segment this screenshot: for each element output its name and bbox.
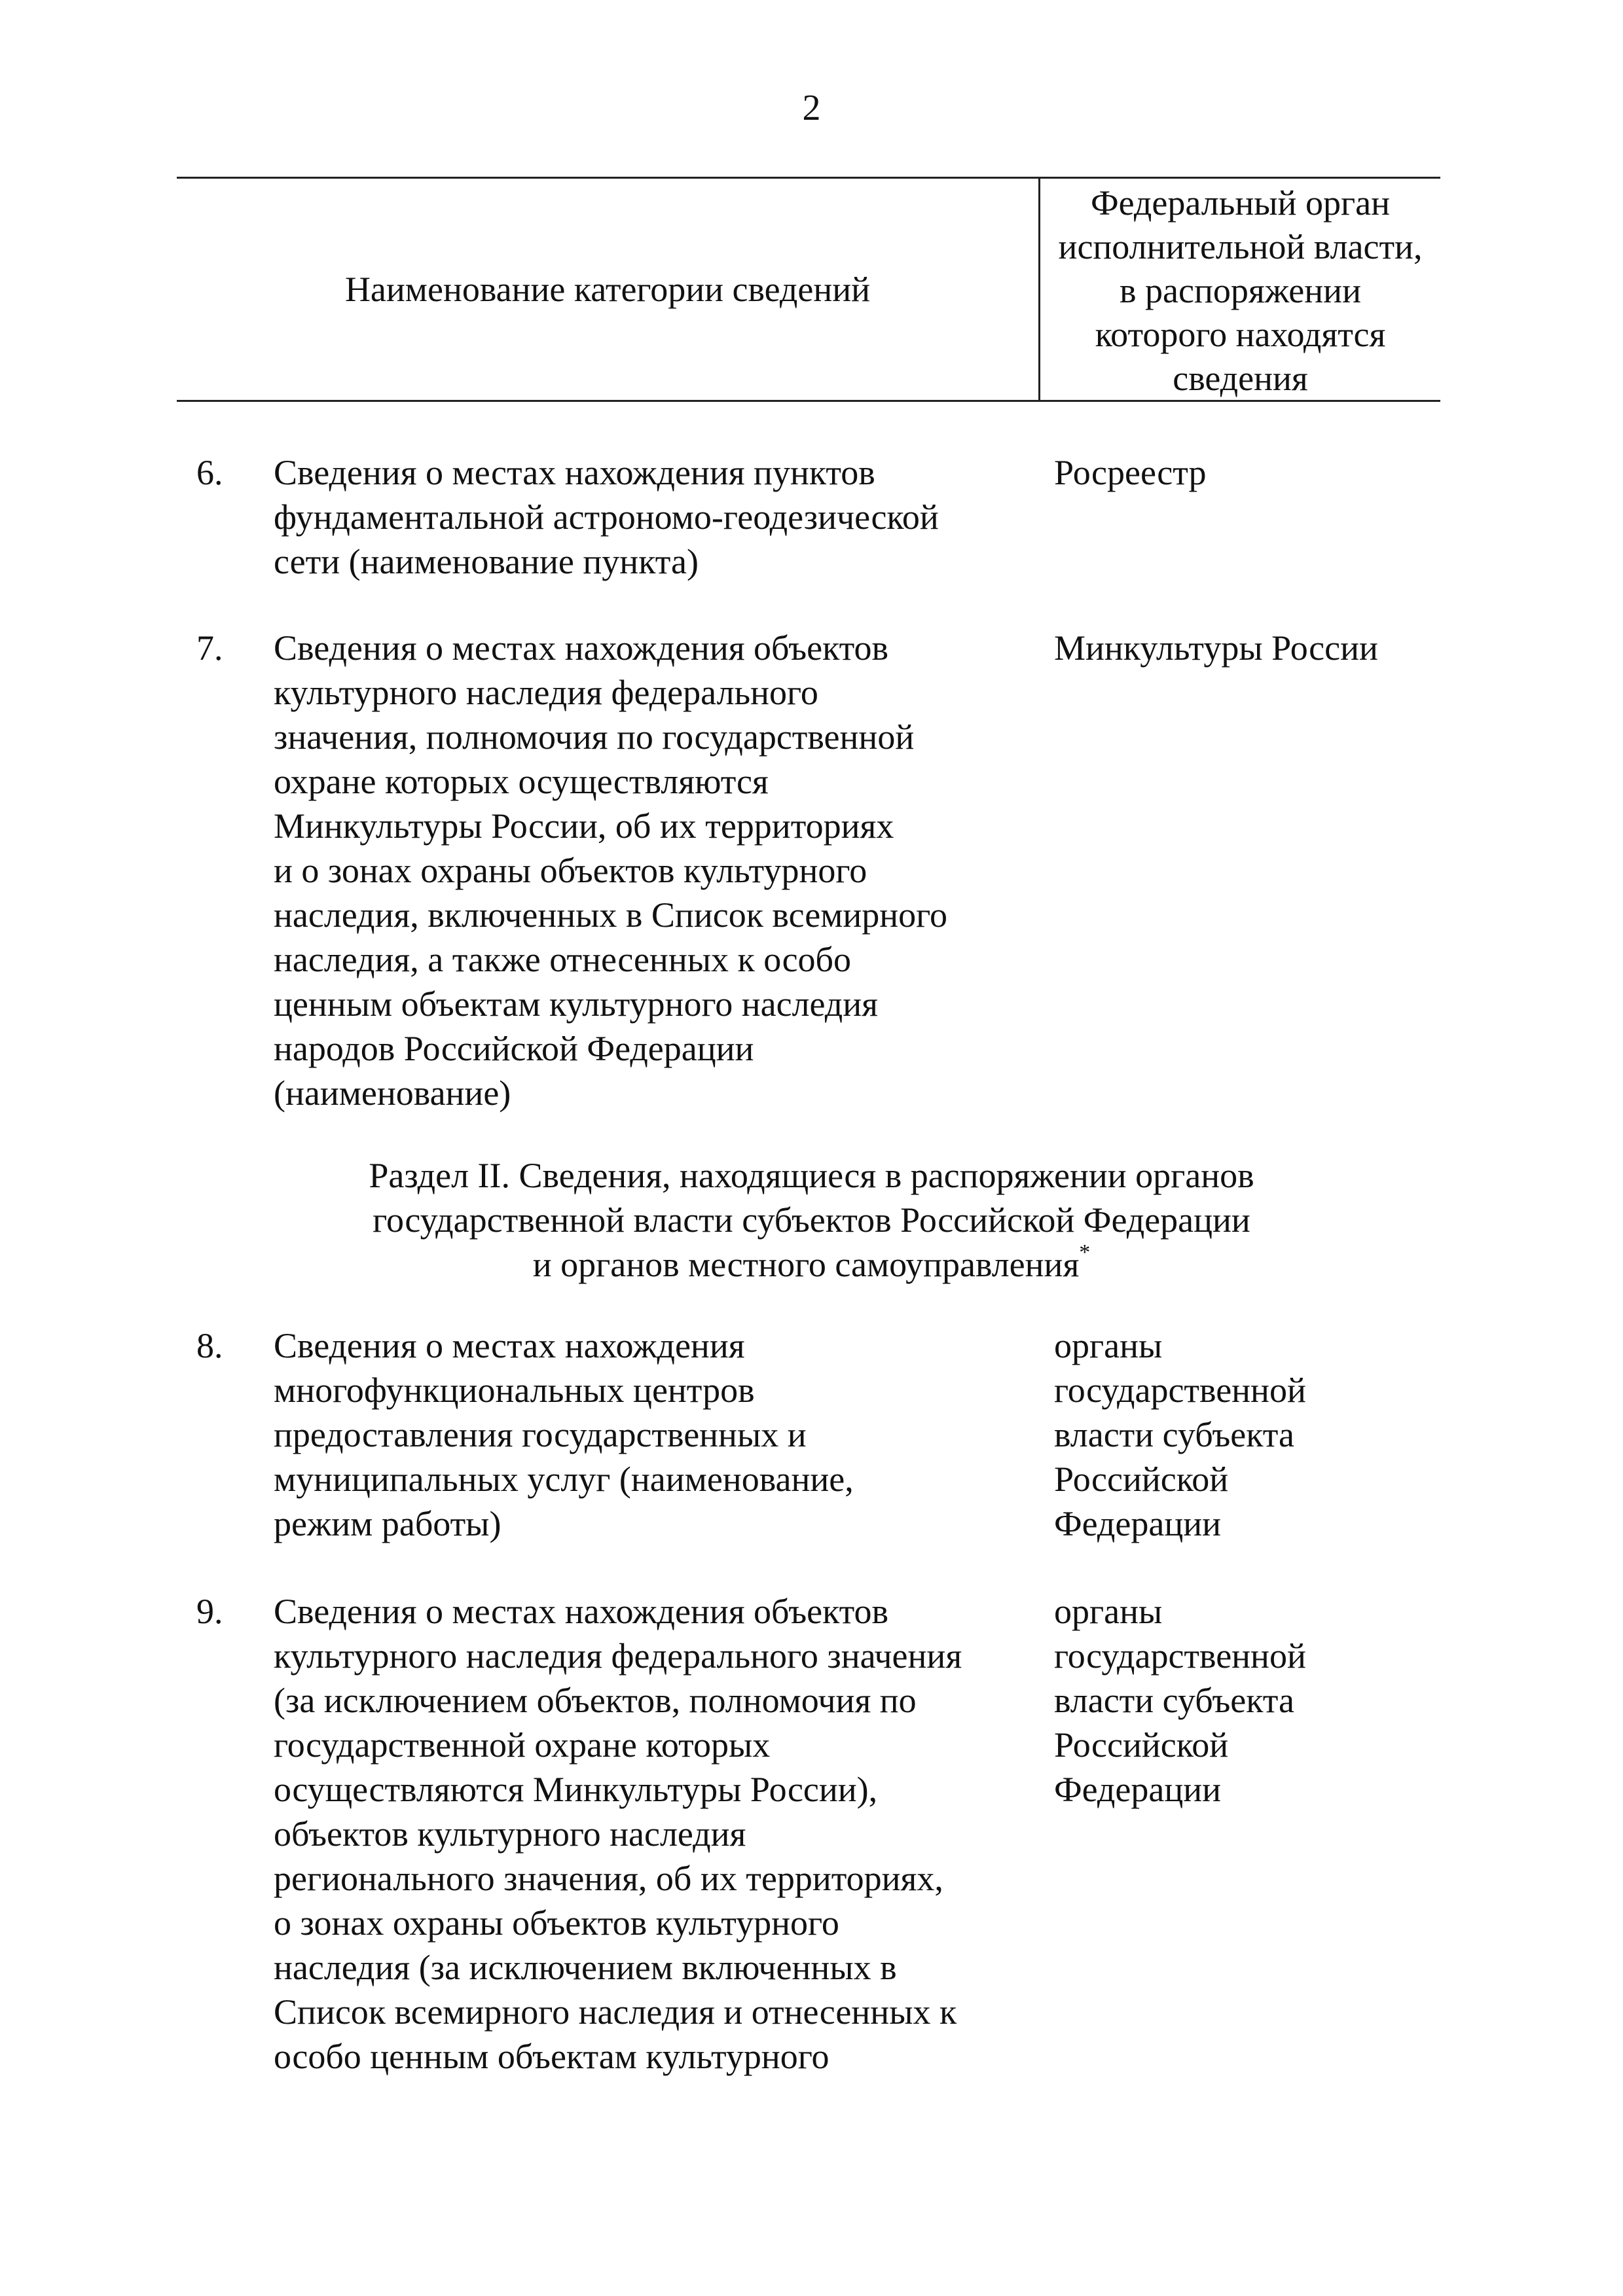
description-line: охране которых осуществляются	[274, 762, 769, 801]
page-number: 2	[802, 88, 821, 128]
authority-line: органы	[1054, 1592, 1163, 1631]
authority-line: Минкультуры России	[1054, 628, 1378, 668]
description-line: осуществляются Минкультуры России),	[274, 1770, 878, 1809]
authority-line: Федерации	[1054, 1770, 1222, 1809]
authority-line: государственной	[1054, 1371, 1306, 1410]
section-title-line	[0, 1242, 1623, 1287]
section-title	[0, 1153, 1623, 1287]
header-authority-line: исполнительной власти,	[1058, 227, 1423, 266]
description-line: фундаментальной астрономо-геодезической	[274, 497, 939, 537]
row-description	[274, 1589, 1027, 2079]
description-line: регионального значения, об их территориях,	[274, 1859, 943, 1898]
description-line: Сведения о местах нахождения пунктов	[274, 453, 875, 492]
description-line: сети (наименование пункта)	[274, 542, 699, 581]
row-description	[274, 1323, 1027, 1546]
authority-line: власти субъекта	[1054, 1681, 1294, 1720]
description-line: Список всемирного наследия и отнесенных к	[274, 1992, 957, 2032]
description-line: многофункциональных центров	[274, 1371, 755, 1410]
authority-line: Росреестр	[1054, 453, 1207, 492]
header-authority-line: в распоряжении	[1120, 271, 1361, 310]
description-line: Сведения о местах нахождения объектов	[274, 628, 888, 668]
authority-line: Российской	[1054, 1460, 1229, 1499]
row-description	[274, 626, 1027, 1115]
footnote-marker: *	[1079, 1240, 1091, 1265]
row-number: 7.	[196, 628, 223, 668]
description-line: (наименование)	[274, 1073, 511, 1113]
description-line: народов Российской Федерации	[274, 1029, 754, 1068]
row-number: 9.	[196, 1592, 223, 1631]
description-line: объектов культурного наследия	[274, 1814, 746, 1854]
section-title-line: Раздел II. Сведения, находящиеся в распоряжении органов	[369, 1156, 1254, 1195]
description-line: Сведения о местах нахождения	[274, 1326, 745, 1365]
description-line: ценным объектам культурного наследия	[274, 984, 879, 1024]
header-authority-line: сведения	[1173, 359, 1308, 398]
section-title-line: государственной власти субъектов Российской Федерации	[373, 1200, 1250, 1240]
description-line: Минкультуры России, об их территориях	[274, 806, 894, 846]
header-category-label: Наименование категории сведений	[344, 270, 871, 309]
description-line: государственной охране которых	[274, 1725, 771, 1765]
section-title-line-text: и органов местного самоуправления	[532, 1245, 1080, 1284]
description-line: (за исключением объектов, полномочия по	[274, 1681, 917, 1720]
authority-line: Российской	[1054, 1725, 1229, 1765]
header-authority-label	[1040, 181, 1440, 401]
row-authority	[1054, 450, 1440, 495]
description-line: о зонах охраны объектов культурного	[274, 1903, 839, 1943]
description-line: муниципальных услуг (наименование,	[274, 1460, 854, 1499]
authority-line: государственной	[1054, 1636, 1306, 1676]
authority-line: Федерации	[1054, 1504, 1222, 1543]
table-header	[177, 177, 1440, 402]
row-authority	[1054, 1323, 1440, 1546]
description-line: значения, полномочия по государственной	[274, 717, 915, 757]
description-line: режим работы)	[274, 1504, 501, 1543]
description-line: наследия, включенных в Список всемирного	[274, 895, 947, 935]
header-authority-line: которого находятся	[1095, 315, 1386, 354]
description-line: Сведения о местах нахождения объектов	[274, 1592, 888, 1631]
row-authority	[1054, 626, 1440, 670]
authority-line: власти субъекта	[1054, 1415, 1294, 1454]
description-line: наследия, а также отнесенных к особо	[274, 940, 852, 979]
description-line: особо ценным объектам культурного	[274, 2037, 830, 2076]
description-line: предоставления государственных и	[274, 1415, 807, 1454]
row-number: 8.	[196, 1326, 223, 1365]
description-line: культурного наследия федерального значения	[274, 1636, 962, 1676]
description-line: культурного наследия федерального	[274, 673, 818, 712]
description-line: и о зонах охраны объектов культурного	[274, 851, 867, 890]
authority-line: органы	[1054, 1326, 1163, 1365]
row-authority	[1054, 1589, 1440, 1812]
row-number: 6.	[196, 453, 223, 492]
row-description	[274, 450, 1027, 584]
description-line: наследия (за исключением включенных в	[274, 1948, 897, 1987]
header-authority-line: Федеральный орган	[1091, 183, 1390, 223]
